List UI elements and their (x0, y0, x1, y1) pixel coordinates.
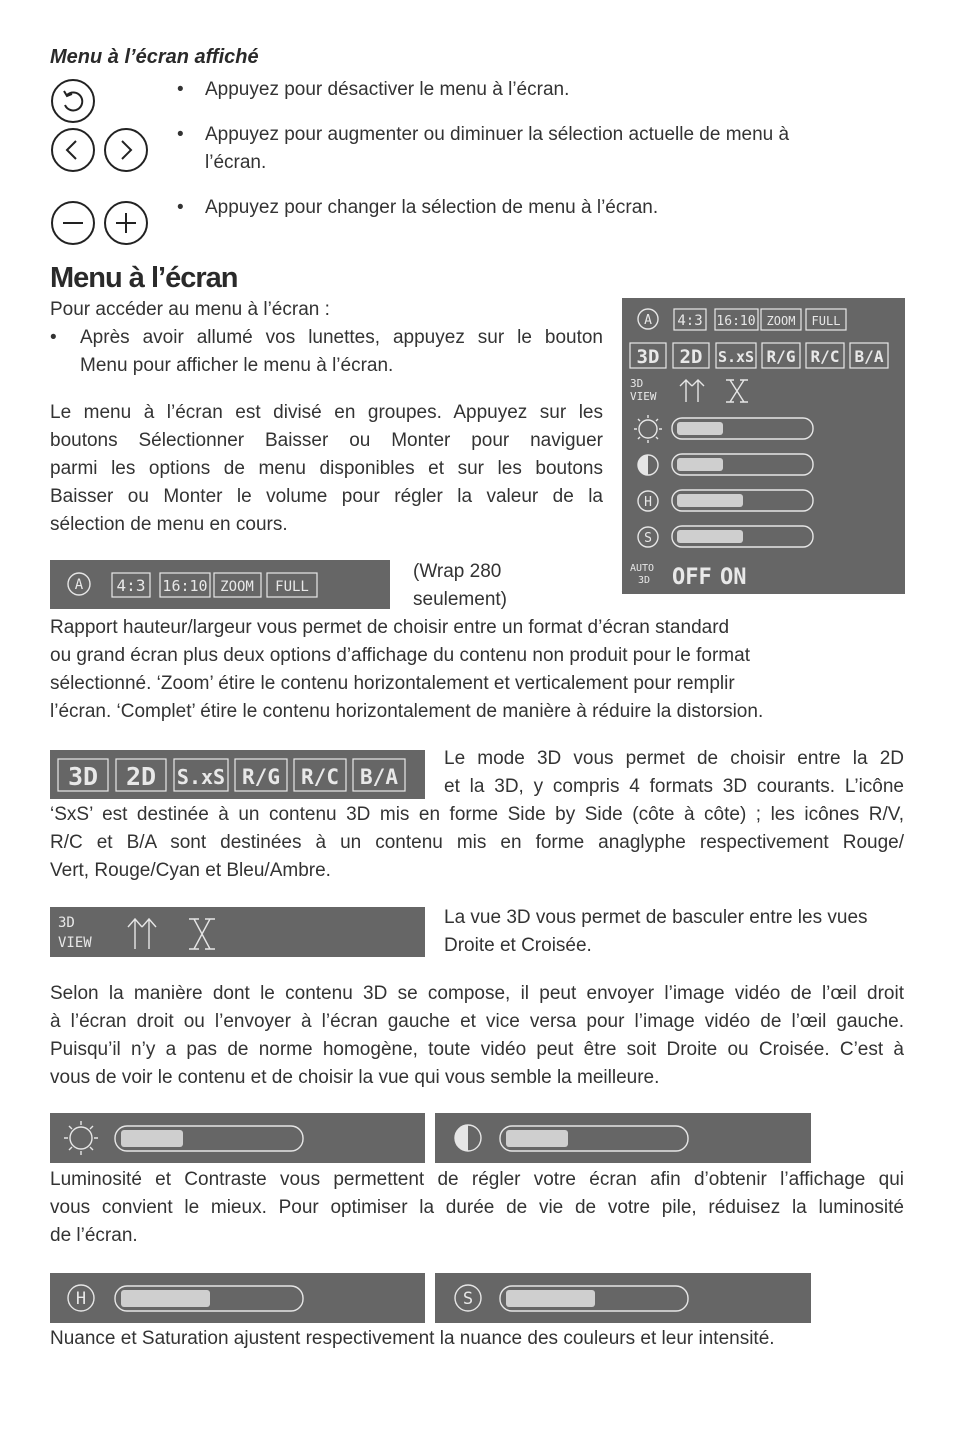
minus-button-icon (51, 201, 95, 245)
brightness-strip (50, 1113, 425, 1163)
mode-option-ba: B/A (854, 347, 884, 366)
right-arrow-button-icon (104, 128, 148, 172)
mode-option-sxs: S.xS (717, 348, 755, 366)
aspect-letter-icon: A (644, 313, 652, 328)
aspect-option-16-10: 16:10 (716, 314, 756, 329)
para-line: ou grand écran plus deux options d’affichage du contenu non produit pour le format (50, 645, 750, 666)
para-line: Baisser ou Monter le volume pour régler la valeur de la (50, 486, 603, 507)
hue-letter-icon: H (75, 1289, 87, 1309)
para-line: ‘SxS’ est destinée à un contenu 3D mis en forme Side by Side (côte à côte) ; les icônes R/V, (50, 804, 904, 825)
left-arrow-button-icon (51, 128, 95, 172)
saturation-letter-icon: S (644, 531, 652, 546)
cross-view-icon (726, 380, 748, 402)
aspect-ratio-strip (50, 560, 390, 609)
mode-option-3d: 3D (67, 762, 99, 791)
bullet-dot: • (50, 327, 57, 348)
para-line: de l’écran. (50, 1225, 138, 1246)
aspect-option-zoom: ZOOM (220, 579, 254, 595)
view-strip (50, 907, 425, 957)
bullet-text: Après avoir allumé vos lunettes, appuyez sur le bouton (80, 327, 603, 348)
bullet-text: Appuyez pour changer la sélection de menu à l’écran. (205, 197, 659, 218)
mode-option-2d: 2D (125, 762, 157, 791)
saturation-strip (435, 1273, 811, 1323)
mode-row (630, 343, 888, 368)
mode-option-rg: R/G (766, 347, 796, 366)
aspect-letter-icon: A (74, 577, 84, 593)
para-line: Rapport hauteur/largeur vous permet de choisir entre un format d’écran standard (50, 617, 730, 638)
auto-3d-option-off: OFF (672, 565, 712, 590)
para-line: sélection de menu en cours. (50, 514, 288, 535)
contrast-row (638, 454, 813, 475)
para-line: Le mode 3D vous permet de choisir entre la 2D (444, 748, 904, 769)
para-line: Nuance et Saturation ajustent respectivement la nuance des couleurs et leur intensité. (50, 1328, 775, 1349)
hue-level-fill (677, 494, 743, 507)
contrast-icon (638, 455, 658, 475)
para-line: Luminosité et Contraste vous permettent de régler votre écran afin d’obtenir l’affichage qui (50, 1169, 904, 1190)
para-line: à l’écran droit ou l’envoyer à l’écran gauche et vice versa pour l’image vidéo de l’œil gauche. (50, 1011, 904, 1032)
para-line: boutons Sélectionner Baisser ou Monter pour naviguer (50, 430, 603, 451)
section-heading-osd-displayed: Menu à l’écran affiché (50, 46, 259, 68)
para-line: parmi les options de menu disponibles et sur les boutons (50, 458, 603, 479)
back-button-icon (51, 79, 95, 123)
para-line: R/C et B/A sont destinées à un contenu mis en forme anaglyphe respectivement Rouge/ (50, 832, 904, 853)
para-line: Vert, Rouge/Cyan et Bleu/Ambre. (50, 860, 331, 881)
plus-button-icon (104, 201, 148, 245)
para-line: La vue 3D vous permet de basculer entre les vues (444, 907, 868, 928)
hue-level-fill (121, 1290, 210, 1307)
mode-option-rg: R/G (242, 765, 280, 789)
hue-row (638, 490, 813, 511)
para-line: Le menu à l’écran est divisé en groupes. Appuyez sur les (50, 402, 603, 423)
para-line: Selon la manière dont le contenu 3D se compose, il peut envoyer l’image vidéo de l’œil droit (50, 983, 904, 1004)
side-note: seulement) (413, 589, 507, 610)
para-line: vous de voir le contenu et de choisir la vue qui vous semble la meilleure. (50, 1067, 660, 1088)
brightness-icon (634, 415, 662, 443)
brightness-level-fill (121, 1130, 183, 1147)
para-line: l’écran. ‘Complet’ étire le contenu horizontalement de manière à réduire la distorsion. (50, 701, 764, 722)
view-label: VIEW (630, 390, 657, 403)
hue-strip (50, 1273, 425, 1323)
para-line: Puisqu’il n’y a pas de norme homogène, toute vidéo peut être soit Droite ou Croisée. C’est à (50, 1039, 904, 1060)
brightness-row (634, 415, 813, 443)
mode-option-2d: 2D (679, 346, 703, 368)
brightness-icon (64, 1121, 98, 1155)
mode-option-rc: R/C (301, 765, 339, 789)
parallel-view-icon (680, 380, 704, 402)
intro-text: Pour accéder au menu à l’écran : (50, 299, 330, 320)
cross-view-icon (189, 919, 215, 949)
view-label: 3D (630, 377, 644, 390)
hue-letter-icon: H (644, 495, 652, 510)
view-label: 3D (58, 915, 75, 931)
aspect-option-full: FULL (811, 314, 841, 328)
side-note: (Wrap 280 (413, 561, 502, 582)
auto-3d-label: 3D (638, 575, 651, 586)
aspect-option-16-10: 16:10 (162, 577, 208, 595)
contrast-level-fill (506, 1130, 568, 1147)
saturation-letter-icon: S (462, 1289, 474, 1309)
aspect-option-zoom: ZOOM (766, 314, 796, 328)
parallel-view-icon (128, 919, 156, 949)
mode-strip (50, 750, 425, 799)
aspect-row (638, 309, 846, 330)
contrast-strip (435, 1113, 811, 1163)
auto-3d-label: AUTO (630, 563, 655, 574)
mode-option-rc: R/C (810, 347, 840, 366)
auto-3d-row (630, 563, 747, 590)
para-line: vous convient le mieux. Pour optimiser la durée de vie de votre pile, réduisez la luminosité (50, 1197, 904, 1218)
section-heading-osd: Menu à l’écran (50, 262, 238, 294)
saturation-level-fill (677, 530, 743, 543)
bullet-text-continued: l’écran. (205, 152, 267, 173)
view-row (630, 377, 748, 403)
saturation-level-fill (506, 1290, 595, 1307)
aspect-option-full: FULL (275, 579, 309, 595)
contrast-icon (455, 1125, 481, 1151)
mode-option-sxs: S.xS (176, 765, 226, 789)
bullet-text: Appuyez pour désactiver le menu à l’écran. (205, 79, 570, 100)
para-line: Droite et Croisée. (444, 935, 592, 956)
aspect-option-4-3: 4:3 (677, 313, 703, 329)
aspect-option-4-3: 4:3 (116, 576, 146, 595)
para-line: et la 3D, y compris 4 formats 3D courants. L’icône (444, 776, 904, 797)
mode-option-ba: B/A (360, 765, 398, 789)
auto-3d-option-on: ON (720, 565, 747, 590)
osd-menu-panel (622, 298, 905, 594)
mode-option-3d: 3D (636, 346, 660, 368)
bullet-text: Appuyez pour augmenter ou diminuer la sélection actuelle de menu à (205, 124, 790, 145)
para-line: sélectionné. ‘Zoom’ étire le contenu horizontalement et verticalement pour remplir (50, 673, 735, 694)
view-label: VIEW (58, 935, 92, 951)
brightness-level-fill (677, 422, 723, 435)
contrast-level-fill (677, 458, 723, 471)
bullet-text-continued: Menu pour afficher le menu à l’écran. (80, 355, 394, 376)
saturation-row (638, 526, 813, 547)
